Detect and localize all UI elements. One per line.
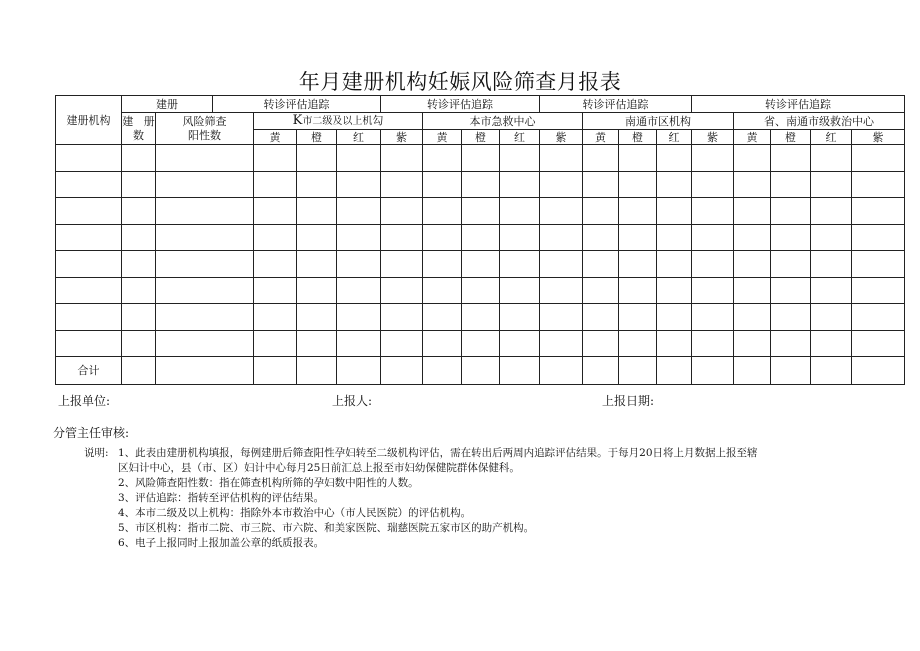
table-cell[interactable]: [500, 357, 540, 385]
table-cell[interactable]: [619, 357, 657, 385]
table-cell[interactable]: [337, 224, 381, 251]
table-cell[interactable]: [734, 251, 771, 278]
table-cell[interactable]: [657, 277, 692, 304]
table-cell[interactable]: [619, 330, 657, 357]
table-cell[interactable]: [852, 277, 905, 304]
table-cell[interactable]: [771, 145, 811, 172]
table-cell[interactable]: [811, 357, 852, 385]
table-cell[interactable]: [254, 145, 297, 172]
table-cell[interactable]: [852, 145, 905, 172]
table-cell[interactable]: [381, 171, 423, 198]
supervisor-label: 分管主任审核:: [53, 426, 130, 440]
table-cell[interactable]: [540, 145, 583, 172]
table-cell[interactable]: [852, 251, 905, 278]
table-cell[interactable]: [811, 224, 852, 251]
table-cell[interactable]: [462, 357, 500, 385]
note-item: 1、此表由建册机构填报，每例建册后筛查阳性孕妇转至二级机构评估，需在转出后两周内追踪评估结果。于每月20日将上月数据上报至辖: [118, 447, 758, 459]
header-org: 建册机构: [56, 96, 122, 145]
table-cell[interactable]: [297, 357, 337, 385]
table-cell[interactable]: [540, 330, 583, 357]
table-cell[interactable]: [811, 145, 852, 172]
table-cell[interactable]: [500, 330, 540, 357]
table-cell[interactable]: [811, 330, 852, 357]
table-cell[interactable]: [297, 224, 337, 251]
table-cell[interactable]: [500, 224, 540, 251]
header-purple: 紫: [540, 130, 583, 145]
table-cell[interactable]: [734, 171, 771, 198]
table-cell[interactable]: [337, 198, 381, 225]
table-row: [56, 171, 905, 198]
table-cell[interactable]: [692, 277, 734, 304]
table-cell[interactable]: [462, 277, 500, 304]
note-item: 区妇计中心，县（市、区）妇计中心每月25日前汇总上报至市妇幼保健院群体保健科。: [118, 462, 520, 474]
table-cell[interactable]: [423, 304, 462, 331]
table-cell[interactable]: [619, 251, 657, 278]
table-cell[interactable]: [734, 304, 771, 331]
table-cell[interactable]: [56, 330, 122, 357]
header-sub-group-1: K市二级及以上机勾: [254, 113, 423, 130]
note-item: 4、本市二级及以上机构：指除外本市救治中心（市人民医院）的评估机构。: [118, 507, 472, 519]
table-cell[interactable]: [657, 251, 692, 278]
table-cell[interactable]: [619, 198, 657, 225]
table-cell[interactable]: [692, 145, 734, 172]
table-cell[interactable]: [692, 357, 734, 385]
table-cell[interactable]: [254, 171, 297, 198]
table-cell[interactable]: [156, 357, 254, 385]
table-cell[interactable]: [619, 145, 657, 172]
header-orange: 橙: [619, 130, 657, 145]
table-cell[interactable]: [734, 330, 771, 357]
header-positive-count: 风险筛查 阳性数: [156, 113, 254, 145]
table-cell[interactable]: [423, 357, 462, 385]
table-cell[interactable]: [156, 198, 254, 225]
table-cell[interactable]: [56, 145, 122, 172]
table-cell[interactable]: [254, 224, 297, 251]
table-cell[interactable]: [297, 330, 337, 357]
table-cell[interactable]: [852, 171, 905, 198]
table-cell[interactable]: [254, 251, 297, 278]
table-cell[interactable]: [297, 304, 337, 331]
table-cell[interactable]: [254, 330, 297, 357]
table-cell[interactable]: [462, 330, 500, 357]
table-cell[interactable]: [619, 277, 657, 304]
table-cell[interactable]: [657, 304, 692, 331]
table-cell[interactable]: [852, 330, 905, 357]
table-cell[interactable]: [122, 277, 156, 304]
table-cell[interactable]: [583, 357, 619, 385]
table-cell[interactable]: [500, 145, 540, 172]
table-cell[interactable]: [583, 198, 619, 225]
table-cell[interactable]: [852, 304, 905, 331]
table-cell[interactable]: [619, 171, 657, 198]
table-cell[interactable]: [619, 304, 657, 331]
table-cell[interactable]: [692, 304, 734, 331]
table-cell[interactable]: [423, 224, 462, 251]
table-cell[interactable]: [657, 357, 692, 385]
table-cell[interactable]: [254, 304, 297, 331]
table-cell[interactable]: [56, 251, 122, 278]
table-cell[interactable]: [423, 330, 462, 357]
notes-label: 说明:: [84, 447, 109, 459]
table-cell[interactable]: [692, 171, 734, 198]
table-cell[interactable]: [56, 277, 122, 304]
header-reg-group: 建册: [122, 96, 213, 113]
table-cell[interactable]: [381, 224, 423, 251]
note-item: 6、电子上报同时上报加盖公章的纸质报表。: [118, 537, 325, 549]
table-cell[interactable]: [297, 171, 337, 198]
table-cell[interactable]: [734, 145, 771, 172]
table-cell[interactable]: [297, 198, 337, 225]
notes-section: [84, 446, 874, 551]
table-cell[interactable]: [583, 330, 619, 357]
table-cell[interactable]: [811, 198, 852, 225]
table-cell[interactable]: [254, 198, 297, 225]
table-cell[interactable]: [540, 224, 583, 251]
table-cell[interactable]: [583, 304, 619, 331]
table-cell[interactable]: [337, 251, 381, 278]
table-cell[interactable]: [156, 304, 254, 331]
header-purple: 紫: [381, 130, 423, 145]
table-row: [56, 304, 905, 331]
table-cell[interactable]: [462, 251, 500, 278]
table-cell[interactable]: [811, 251, 852, 278]
table-cell[interactable]: [583, 171, 619, 198]
table-cell[interactable]: [583, 251, 619, 278]
table-cell[interactable]: [852, 224, 905, 251]
note-item: 2、风险筛查阳性数：指在筛查机构所筛的孕妇数中阳性的人数。: [118, 477, 419, 489]
table-cell[interactable]: [500, 304, 540, 331]
table-cell[interactable]: [462, 224, 500, 251]
table-cell[interactable]: [156, 145, 254, 172]
table-cell[interactable]: [583, 224, 619, 251]
table-cell[interactable]: [852, 198, 905, 225]
table-cell[interactable]: [423, 145, 462, 172]
table-cell[interactable]: [381, 357, 423, 385]
table-cell[interactable]: [156, 251, 254, 278]
table-row: [56, 224, 905, 251]
table-cell[interactable]: [381, 304, 423, 331]
table-cell[interactable]: [540, 198, 583, 225]
table-cell[interactable]: [619, 224, 657, 251]
header-sub-group-2: 本市急救中心: [423, 113, 583, 130]
table-cell[interactable]: [692, 224, 734, 251]
table-cell[interactable]: [462, 171, 500, 198]
table-cell[interactable]: [423, 277, 462, 304]
table-cell[interactable]: [254, 277, 297, 304]
table-cell[interactable]: [540, 251, 583, 278]
table-cell[interactable]: [122, 198, 156, 225]
header-track-group-2: 转诊评估追踪: [381, 96, 540, 113]
table-cell[interactable]: [771, 330, 811, 357]
table-row: [56, 145, 905, 172]
table-cell[interactable]: [500, 198, 540, 225]
table-cell[interactable]: [122, 251, 156, 278]
table-cell[interactable]: [423, 198, 462, 225]
header-purple: 紫: [852, 130, 905, 145]
header-purple: 紫: [692, 130, 734, 145]
table-cell[interactable]: [381, 251, 423, 278]
table-cell[interactable]: [122, 224, 156, 251]
header-track-group-4: 转诊评估追踪: [692, 96, 905, 113]
table-cell[interactable]: [56, 304, 122, 331]
table-cell[interactable]: [811, 171, 852, 198]
header-red: 红: [500, 130, 540, 145]
table-row: [56, 277, 905, 304]
table-cell[interactable]: [297, 277, 337, 304]
header-sub-group-3: 南通市区机构: [583, 113, 734, 130]
report-table: [55, 95, 905, 385]
header-red: 红: [811, 130, 852, 145]
table-cell[interactable]: [540, 277, 583, 304]
table-cell[interactable]: [423, 251, 462, 278]
table-cell[interactable]: [771, 277, 811, 304]
table-cell[interactable]: [771, 171, 811, 198]
header-yellow: 黄: [583, 130, 619, 145]
header-yellow: 黄: [734, 130, 771, 145]
table-cell[interactable]: [297, 145, 337, 172]
header-red: 红: [657, 130, 692, 145]
table-cell[interactable]: [500, 171, 540, 198]
table-cell[interactable]: [337, 330, 381, 357]
table-cell[interactable]: [692, 330, 734, 357]
table-cell[interactable]: [423, 171, 462, 198]
table-cell[interactable]: [500, 251, 540, 278]
table-cell[interactable]: [771, 224, 811, 251]
table-row: [56, 198, 905, 225]
table-cell[interactable]: [811, 277, 852, 304]
table-cell[interactable]: [381, 330, 423, 357]
table-cell[interactable]: [381, 277, 423, 304]
report-unit-label: 上报单位:: [58, 394, 111, 408]
table-cell[interactable]: [337, 357, 381, 385]
table-cell[interactable]: [122, 330, 156, 357]
table-cell[interactable]: [156, 277, 254, 304]
table-cell[interactable]: [462, 198, 500, 225]
table-cell[interactable]: [771, 304, 811, 331]
table-cell[interactable]: [156, 330, 254, 357]
header-sub-group-4: 省、南通市级救治中心: [734, 113, 905, 130]
header-track-group-1: 转诊评估追踪: [213, 96, 381, 113]
table-cell[interactable]: [540, 171, 583, 198]
table-cell[interactable]: [122, 304, 156, 331]
table-cell[interactable]: [462, 304, 500, 331]
table-cell[interactable]: [122, 145, 156, 172]
table-cell[interactable]: [771, 357, 811, 385]
table-cell[interactable]: [122, 357, 156, 385]
table-cell[interactable]: [297, 251, 337, 278]
table-cell[interactable]: [56, 224, 122, 251]
table-cell[interactable]: [337, 145, 381, 172]
table-cell[interactable]: [734, 357, 771, 385]
table-cell[interactable]: [583, 145, 619, 172]
table-cell[interactable]: [657, 224, 692, 251]
table-cell[interactable]: [771, 198, 811, 225]
header-reg-count: 建 册 数: [122, 113, 156, 145]
table-cell[interactable]: [381, 145, 423, 172]
table-cell[interactable]: [254, 357, 297, 385]
header-orange: 橙: [771, 130, 811, 145]
table-cell[interactable]: [657, 330, 692, 357]
table-cell[interactable]: [56, 198, 122, 225]
table-cell[interactable]: [734, 198, 771, 225]
table-cell[interactable]: [734, 277, 771, 304]
table-cell[interactable]: [657, 145, 692, 172]
table-cell[interactable]: [811, 304, 852, 331]
table-cell[interactable]: [337, 304, 381, 331]
table-cell[interactable]: [692, 251, 734, 278]
report-title: 年月建册机构妊娠风险筛查月报表: [298, 70, 622, 94]
header-orange: 橙: [462, 130, 500, 145]
header-orange: 橙: [297, 130, 337, 145]
table-cell[interactable]: [337, 277, 381, 304]
header-red: 红: [337, 130, 381, 145]
table-row: [56, 330, 905, 357]
table-cell[interactable]: [156, 224, 254, 251]
table-cell[interactable]: [122, 171, 156, 198]
table-cell[interactable]: [462, 145, 500, 172]
header-yellow: 黄: [254, 130, 297, 145]
table-cell[interactable]: [657, 171, 692, 198]
total-label: 合计: [56, 357, 122, 385]
reporter-label: 上报人:: [332, 394, 373, 408]
table-cell[interactable]: [852, 357, 905, 385]
table-row: [56, 251, 905, 278]
table-cell[interactable]: [381, 198, 423, 225]
table-cell[interactable]: [540, 357, 583, 385]
table-cell[interactable]: [56, 171, 122, 198]
table-cell[interactable]: [540, 304, 583, 331]
note-item: 5、市区机构：指市二院、市三院、市六院、和美家医院、瑞慈医院五家市区的助产机构。: [118, 522, 535, 534]
report-date-label: 上报日期:: [602, 394, 655, 408]
note-item: 3、评估追踪：指转至评估机构的评估结果。: [118, 492, 325, 504]
header-yellow: 黄: [423, 130, 462, 145]
table-cell[interactable]: [583, 277, 619, 304]
table-cell[interactable]: [692, 198, 734, 225]
table-cell[interactable]: [156, 171, 254, 198]
table-cell[interactable]: [500, 277, 540, 304]
table-cell[interactable]: [734, 224, 771, 251]
table-cell[interactable]: [771, 251, 811, 278]
header-track-group-3: 转诊评估追踪: [540, 96, 692, 113]
table-cell[interactable]: [657, 198, 692, 225]
table-cell[interactable]: [337, 171, 381, 198]
